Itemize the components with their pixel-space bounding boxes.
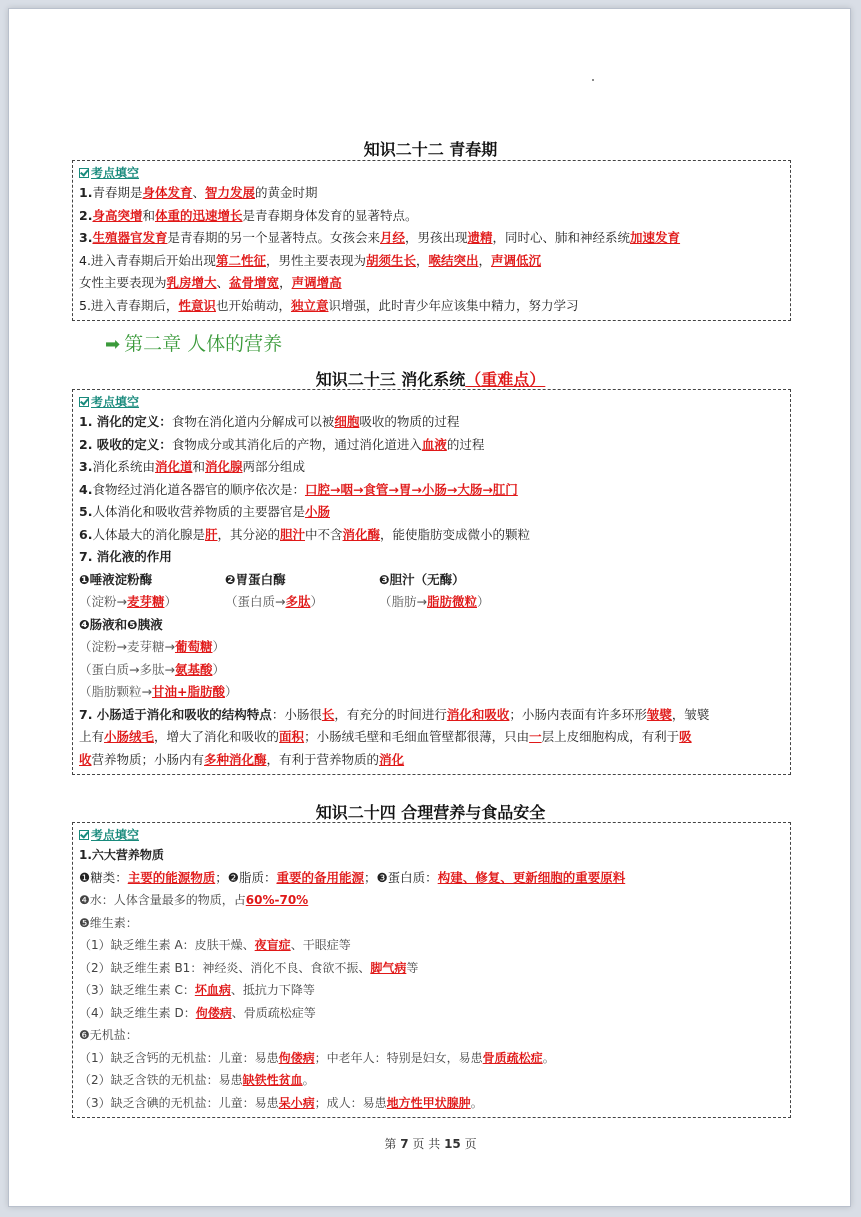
s24-line-3: ❹水：人体含量最多的物质，占60%-70%	[79, 893, 309, 907]
s23-line-5: 5.人体消化和吸收营养物质的主要器官是小肠	[79, 504, 330, 519]
s23-line-3: 3.消化系统由消化道和消化腺两部分组成	[79, 459, 306, 474]
section-23-box	[72, 389, 791, 775]
s22-line-6: 5.进入青春期后，性意识也开始萌动，独立意识增强，此时青少年应该集中精力，努力学习	[79, 297, 579, 313]
product-line-2: （蛋白质→多肽→氨基酸）	[79, 661, 225, 677]
s23-line-1: 1. 消化的定义：食物在消化道内分解成可以被细胞吸收的物质的过程	[79, 414, 460, 429]
s24-line-7: （3）缺乏维生素 C：坏血病、抵抗力下降等	[79, 983, 315, 997]
checkbox-icon	[79, 830, 89, 840]
s22-line-4: 4.进入青春期后开始出现第二性征，男性主要表现为胡须生长，喉结突出，声调低沉	[79, 252, 542, 268]
kd-label: 考点填空	[79, 826, 784, 844]
s23-line-2: 2. 吸收的定义：食物成分或其消化后的产物，通过消化道进入血液的过程	[79, 436, 485, 452]
kd-label: 考点填空	[79, 164, 784, 182]
section-24-box	[72, 822, 791, 1118]
chapter-heading: ➡ 第二章 人体的营养	[105, 333, 283, 355]
s24-line-5: （1）缺乏维生素 A：皮肤干燥、夜盲症、干眼症等	[79, 938, 351, 952]
s24-line-4: ❺维生素：	[79, 915, 138, 930]
s23-line-7: 7. 消化液的作用	[79, 549, 172, 564]
checkbox-icon	[79, 397, 89, 407]
digestive-juice-products: （淀粉→麦芽糖） （蛋白质→多肽） （脂肪→脂肪微粒）	[79, 594, 490, 609]
product-line-1: （淀粉→麦芽糖→葡萄糖）	[79, 639, 225, 654]
document-page	[8, 8, 851, 1207]
section-22-title: 知识二十二 青春期	[363, 140, 498, 159]
page-footer: 第 7 页 共 15 页	[384, 1137, 477, 1151]
s23-line-8: 7. 小肠适于消化和吸收的结构特点：小肠很长，有充分的时间进行消化和吸收；小肠内表面有许多环形皱襞，皱襞	[79, 706, 710, 722]
kd-label: 考点填空	[79, 393, 784, 411]
digestive-juice-headers: ❶唾液淀粉酶 ❷胃蛋白酶 ❸胆汁（无酶）	[79, 571, 465, 587]
scan-dot	[592, 79, 594, 81]
s23-line-4: 4.食物经过消化道各器官的顺序依次是：口腔→咽→食管→胃→小肠→大肠→肛门	[79, 481, 518, 497]
checkbox-icon	[79, 168, 89, 178]
section-24-title: 知识二十四 合理营养与食品安全	[315, 803, 546, 822]
s24-line-1: 1.六大营养物质	[79, 848, 164, 862]
s22-line-1: 1.青春期是身体发育、智力发展的黄金时期	[79, 185, 318, 200]
s24-line-12: （3）缺乏含碘的无机盐：儿童：易患呆小病；成人：易患地方性甲状腺肿。	[79, 1095, 483, 1110]
s24-line-9: ❻无机盐：	[79, 1028, 138, 1042]
arrow-right-icon: ➡	[105, 334, 121, 355]
s23-line-10: 收营养物质；小肠内有多种消化酶，有利于营养物质的消化	[79, 751, 405, 767]
s24-line-8: （4）缺乏维生素 D：佝偻病、骨质疏松症等	[79, 1005, 316, 1020]
product-line-3: （脂肪颗粒→甘油+脂肪酸）	[79, 684, 238, 699]
s23-line-9: 上有小肠绒毛，增大了消化和吸收的面积；小肠绒毛壁和毛细血管壁都很薄，只由一层上皮细胞构成，有利于吸	[79, 729, 692, 744]
s22-line-5: 女性主要表现为乳房增大、盆骨增宽，声调增高	[79, 275, 342, 290]
intestinal-pancreatic-header: ❹肠液和❺胰液	[79, 616, 163, 632]
section-22-box	[72, 160, 791, 321]
s22-line-2: 2.身高突增和体重的迅速增长是青春期身体发育的显著特点。	[79, 207, 418, 223]
section-23-title: 知识二十三 消化系统（重难点）	[315, 370, 546, 389]
s24-line-11: （2）缺乏含铁的无机盐：易患缺铁性贫血。	[79, 1073, 315, 1087]
s23-line-6: 6.人体最大的消化腺是肝，其分泌的胆汁中不含消化酶，能使脂肪变成微小的颗粒	[79, 526, 531, 542]
s22-line-3: 3.生殖器官发育是青春期的另一个显著特点。女孩会来月经，男孩出现遗精，同时心、肺和神经系统加速发育	[79, 230, 681, 245]
s24-line-6: （2）缺乏维生素 B1：神经炎、消化不良、食欲不振、脚气病等	[79, 960, 419, 975]
s24-line-10: （1）缺乏含钙的无机盐：儿童：易患佝偻病；中老年人：特别是妇女，易患骨质疏松症。	[79, 1050, 555, 1065]
s24-line-2: ❶糖类：主要的能源物质；❷脂质：重要的备用能源；❸蛋白质：构建、修复、更新细胞的重要原料	[79, 869, 626, 885]
